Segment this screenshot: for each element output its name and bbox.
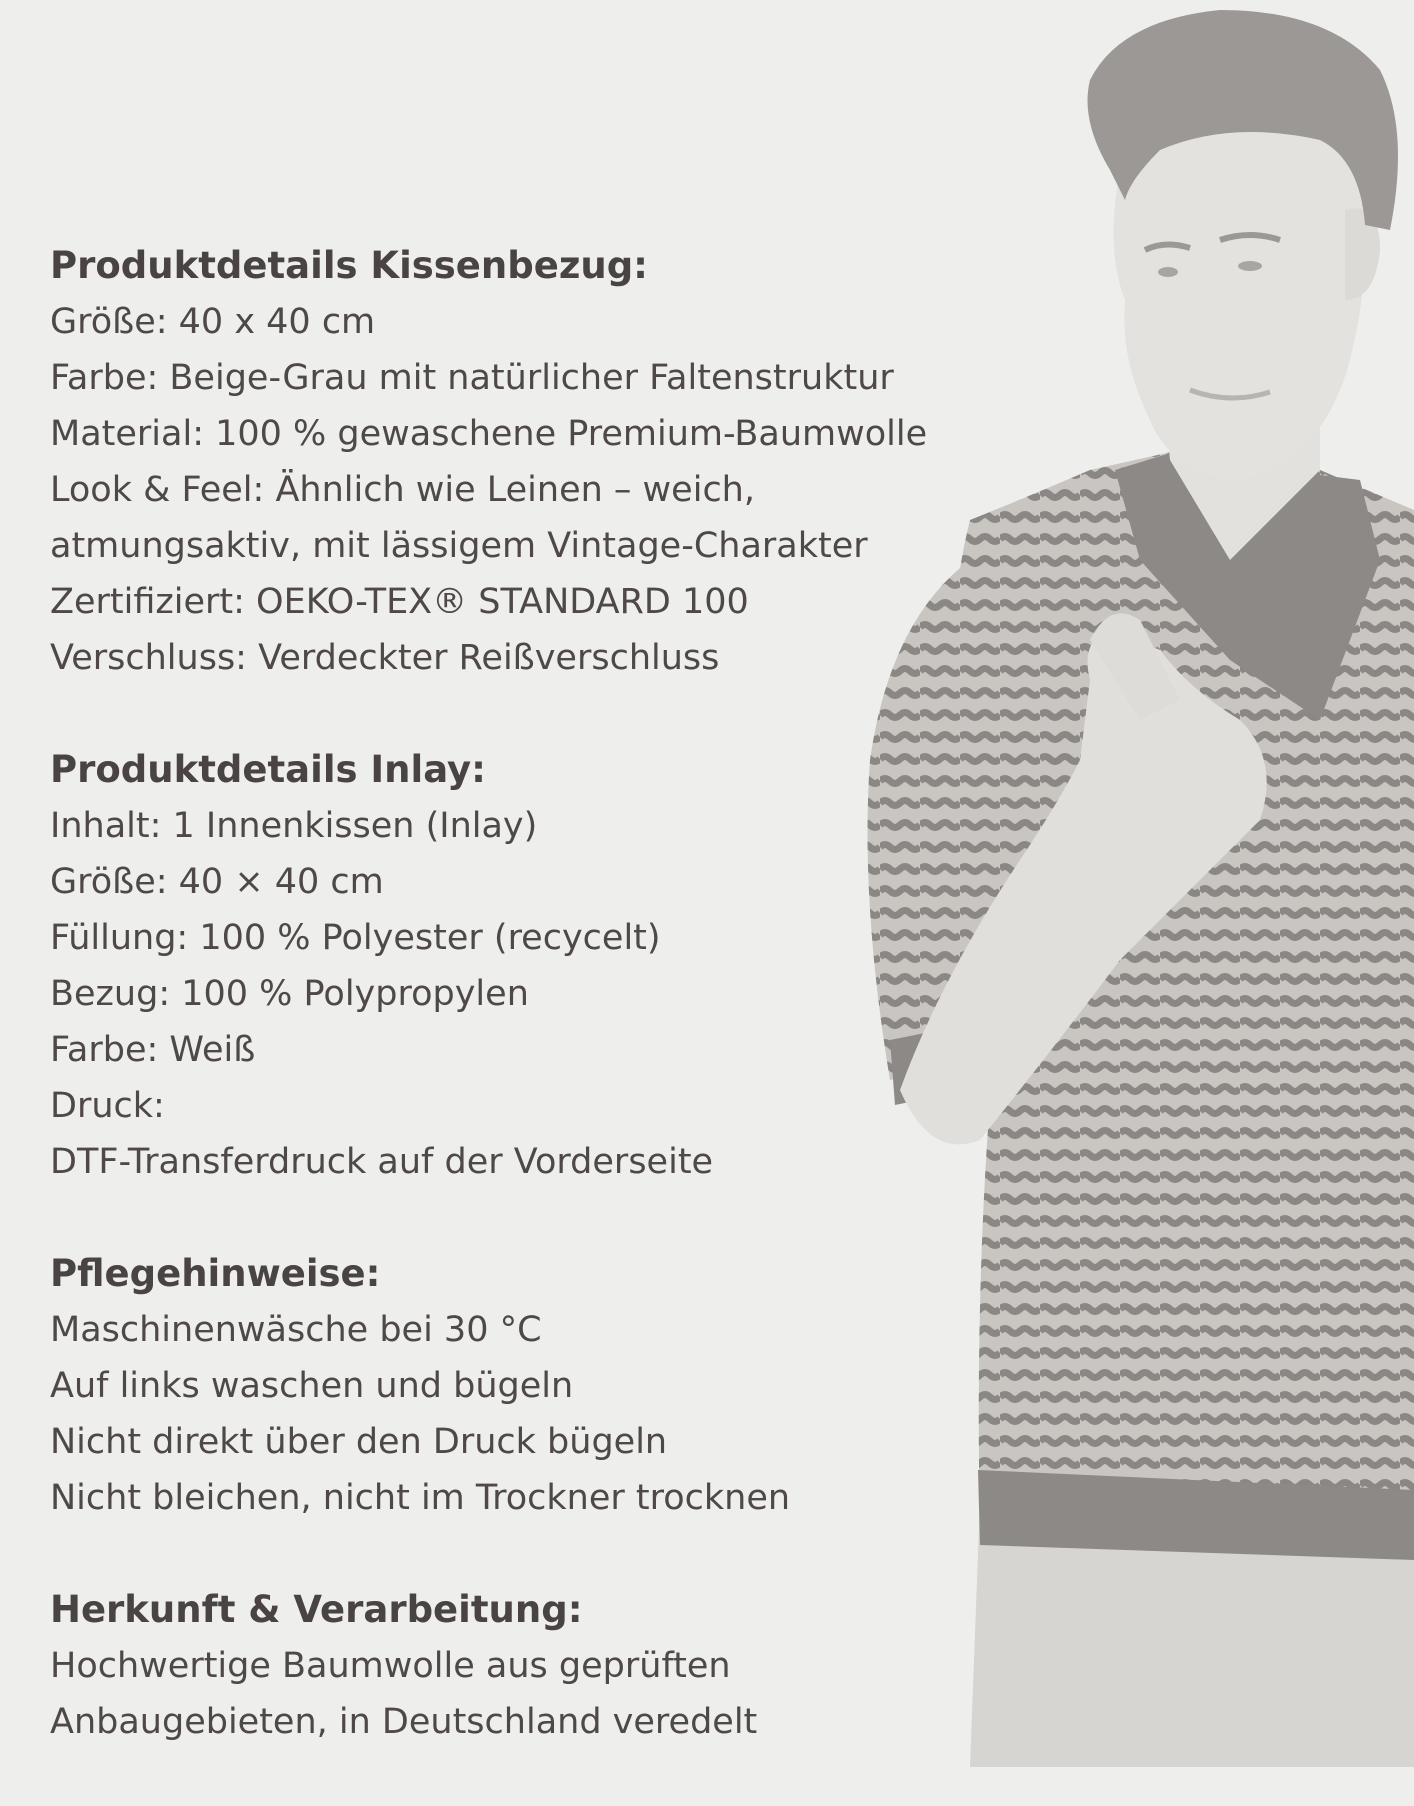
detail-line: Druck: [50, 1086, 165, 1126]
detail-line: Material: 100 % gewaschene Premium-Baumwolle [50, 414, 928, 454]
detail-line: atmungsaktiv, mit lässigem Vintage-Charakter [50, 526, 868, 566]
section-title: Produktdetails Kissenbezug: [50, 244, 648, 287]
section-herkunft [50, 1582, 1000, 1750]
detail-line: DTF-Transferdruck auf der Vorderseite [50, 1142, 714, 1182]
section-kissenbezug [50, 238, 1000, 686]
detail-line: Zertifiziert: OEKO-TEX® STANDARD 100 [50, 582, 749, 622]
detail-line: Hochwertige Baumwolle aus geprüften [50, 1646, 731, 1686]
section-title: Herkunft & Verarbeitung: [50, 1588, 583, 1631]
detail-line: Inhalt: 1 Innenkissen (Inlay) [50, 806, 538, 846]
detail-line: Füllung: 100 % Polyester (recycelt) [50, 918, 661, 958]
product-details [50, 238, 1000, 1806]
detail-line: Maschinenwäsche bei 30 °C [50, 1310, 542, 1350]
section-title: Pflegehinweise: [50, 1252, 381, 1295]
detail-line: Farbe: Beige-Grau mit natürlicher Faltenstruktur [50, 358, 894, 398]
detail-line: Nicht bleichen, nicht im Trockner trocknen [50, 1478, 791, 1518]
section-pflegehinweise [50, 1246, 1000, 1526]
detail-line: Nicht direkt über den Druck bügeln [50, 1422, 668, 1462]
detail-line: Verschluss: Verdeckter Reißverschluss [50, 638, 720, 678]
detail-line: Farbe: Weiß [50, 1030, 256, 1070]
detail-line: Bezug: 100 % Polypropylen [50, 974, 529, 1014]
detail-line: Auf links waschen und bügeln [50, 1366, 574, 1406]
detail-line: Anbaugebieten, in Deutschland veredelt [50, 1702, 758, 1742]
detail-line: Größe: 40 x 40 cm [50, 302, 376, 342]
section-inlay [50, 742, 1000, 1190]
section-title: Produktdetails Inlay: [50, 748, 486, 791]
detail-line: Look & Feel: Ähnlich wie Leinen – weich, [50, 470, 755, 510]
detail-line: Größe: 40 × 40 cm [50, 862, 384, 902]
